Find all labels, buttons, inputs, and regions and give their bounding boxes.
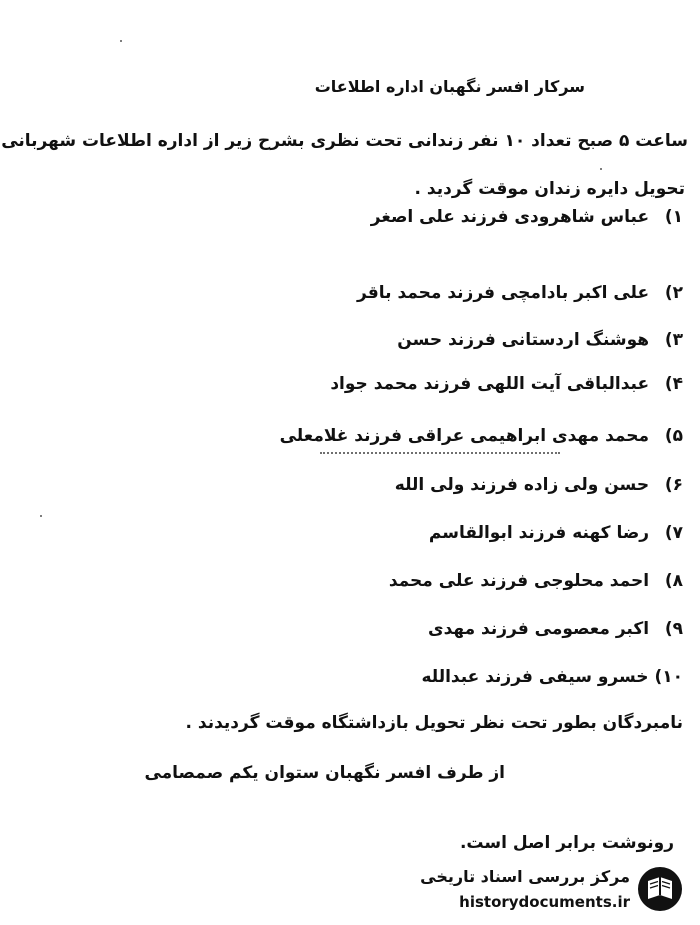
list-item (429, 522, 683, 544)
watermark-fa: مرکز بررسی اسناد تاریخی (420, 867, 630, 886)
intro-line-2: تحویل دایره زندان موقت گردید . (414, 179, 685, 199)
item-text: عباس شاهرودی فرزند علی اصغر (370, 207, 650, 227)
item-text: رضا کهنه فرزند ابوالقاسم (428, 523, 650, 543)
signature-line: از طرف افسر نگهبان ستوان یکم صمصامی (144, 763, 505, 783)
item-number: ۹) (664, 619, 683, 639)
document-title: سرکار افسر نگهبان اداره اطلاعات (314, 77, 585, 96)
item-text: علی اکبر بادامچی فرزند محمد باقر (357, 283, 650, 303)
list-item (371, 206, 683, 228)
item-number: ۱۰) (654, 667, 683, 687)
item-text: هوشنگ اردستانی فرزند حسن (397, 330, 650, 350)
closing-line: نامبردگان بطور تحت نظر تحویل بازداشتگاه موقت گردیدند . (185, 713, 683, 733)
list-item (389, 570, 683, 592)
dotted-mark (320, 452, 560, 460)
watermark (400, 863, 690, 919)
item-text: عبدالباقی آیت اللهی فرزند محمد جواد (330, 374, 650, 394)
watermark-en: historydocuments.ir (459, 893, 630, 911)
item-number: ۶) (664, 475, 683, 495)
copy-note: رونوشت برابر اصل است. (459, 833, 674, 853)
item-text: احمد محلوجی فرزند علی محمد (388, 571, 650, 591)
item-number: ۷) (664, 523, 683, 543)
item-number: ۱) (664, 207, 683, 227)
list-item (421, 666, 683, 688)
intro-line-1: ساعت ۵ صبح تعداد ۱۰ نفر زندانی تحت نظری بشرح زیر از اداره اطلاعات شهربانی (1, 131, 688, 151)
list-item (428, 618, 683, 640)
item-number: ۸) (664, 571, 683, 591)
speck (40, 515, 42, 517)
item-number: ۴) (664, 374, 683, 394)
item-number: ۵) (664, 426, 683, 446)
list-item (357, 282, 683, 304)
speck (120, 40, 122, 42)
list-item (395, 474, 683, 496)
speck (600, 168, 602, 170)
list-item (330, 373, 683, 395)
list-item (280, 425, 683, 447)
item-text: خسرو سیفی فرزند عبدالله (421, 667, 649, 687)
book-logo-icon (636, 865, 684, 913)
list-item (397, 329, 683, 351)
item-text: اکبر معصومی فرزند مهدی (427, 619, 650, 639)
item-text: محمد مهدی ابراهیمی عراقی فرزند غلامعلی (279, 426, 650, 446)
item-number: ۳) (664, 330, 683, 350)
item-number: ۲) (664, 283, 683, 303)
item-text: حسن ولی زاده فرزند ولی الله (394, 475, 650, 495)
